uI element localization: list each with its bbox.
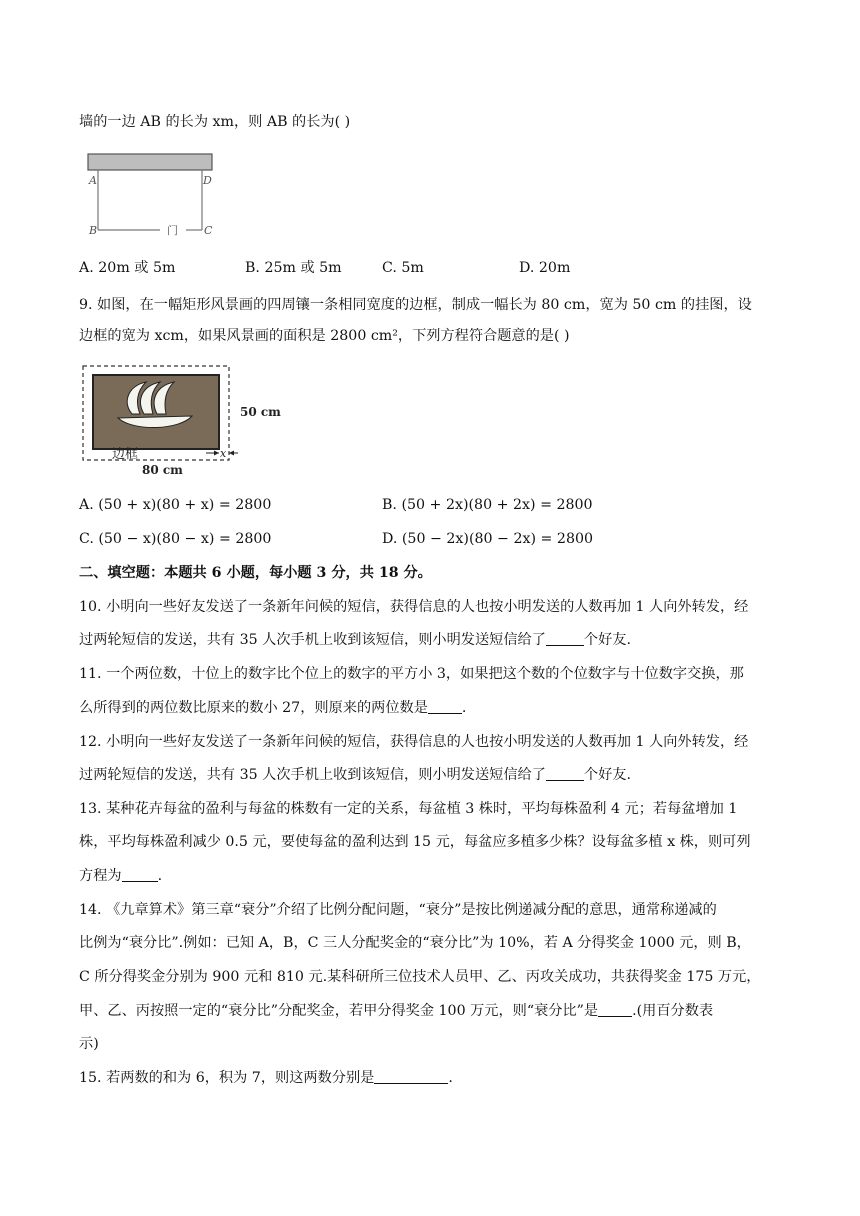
q11-text: 么所得到的两位数比原来的数小 27，则原来的两位数是 bbox=[79, 700, 428, 716]
q8-option-a: A. 20m 或 5m bbox=[79, 260, 176, 276]
q9-label-width: 80 cm bbox=[142, 463, 183, 477]
q8-stem-line: 墙的一边 AB 的长为 xm，则 AB 的长为( ) bbox=[79, 114, 351, 130]
q14-line-1: 14. 《九章算术》第三章“衰分”介绍了比例分配问题，“衰分”是按比例递减分配的意思，通常称递减的 bbox=[79, 902, 717, 918]
q10-answer-blank[interactable] bbox=[546, 631, 584, 646]
q12-text: 过两轮短信的发送，共有 35 人次手机上收到该短信，则小明发送短信给了 bbox=[79, 767, 546, 783]
q9-label-x: x bbox=[220, 447, 227, 460]
q9-option-a: A. (50 + x)(80 + x) = 2800 bbox=[79, 497, 272, 513]
q13-text-end: . bbox=[157, 868, 163, 884]
q14-answer-blank[interactable] bbox=[598, 1002, 632, 1017]
q13-text: 方程为 bbox=[79, 868, 122, 884]
q9-frame-figure bbox=[80, 362, 290, 477]
q9-option-c: C. (50 − x)(80 − x) = 2800 bbox=[79, 531, 272, 547]
q11-line-2 bbox=[79, 698, 466, 718]
q15-answer-blank[interactable] bbox=[374, 1069, 448, 1084]
q8-wall-figure bbox=[84, 150, 224, 240]
q9-label-height: 50 cm bbox=[240, 405, 281, 419]
q10-line-2 bbox=[79, 630, 631, 650]
q8-option-d: D. 20m bbox=[519, 260, 571, 276]
q15-line-1 bbox=[79, 1068, 453, 1088]
q14-text: 甲、乙、丙按照一定的“衰分比”分配奖金，若甲分得奖金 100 万元，则“衰分比”是 bbox=[79, 1003, 599, 1019]
q8-label-a: A bbox=[89, 174, 97, 187]
q8-option-b: B. 25m 或 5m bbox=[245, 260, 342, 276]
q14-line-4 bbox=[79, 1001, 713, 1021]
q8-label-d: D bbox=[203, 174, 212, 187]
q14-line-2: 比例为“衰分比”.例如：已知 A，B，C 三人分配奖金的“衰分比”为 10%，若 A 分得奖金 1000 元，则 B， bbox=[79, 935, 751, 951]
q14-line-3: C 所分得奖金分别为 900 元和 810 元.某科研所三位技术人员甲、乙、丙攻关成功，共获得奖金 175 万元， bbox=[79, 969, 761, 985]
q9-label-frame: 边框 bbox=[112, 447, 139, 462]
q9-stem-line-2: 边框的宽为 xcm，如果风景画的面积是 2800 cm²，下列方程符合题意的是( ) bbox=[79, 328, 570, 344]
q8-label-c: C bbox=[204, 224, 213, 237]
q13-line-2: 株，平均每株盈利减少 0.5 元，要使每盆的盈利达到 15 元，每盆应多植多少株？设每盆多植 x 株，则可列 bbox=[79, 834, 751, 850]
q15-text-end: . bbox=[448, 1070, 453, 1086]
q8-label-door: 门 bbox=[167, 224, 178, 237]
q9-stem-line-1: 9. 如图，在一幅矩形风景画的四周镶一条相同宽度的边框，制成一幅长为 80 cm，宽为 50 cm 的挂图，设 bbox=[79, 297, 752, 313]
q12-line-1: 12. 小明向一些好友发送了一条新年问候的短信，获得信息的人也按小明发送的人数再加 1 人向外转发，经 bbox=[79, 734, 749, 750]
q11-line-1: 11. 一个两位数，十位上的数字比个位上的数字的平方小 3，如果把这个数的个位数字与十位数字交换，那 bbox=[79, 666, 744, 682]
q12-line-2 bbox=[79, 765, 631, 785]
q10-line-1: 10. 小明向一些好友发送了一条新年问候的短信，获得信息的人也按小明发送的人数再加 1 人向外转发，经 bbox=[79, 599, 749, 615]
section-2-heading: 二、填空题：本题共 6 小题，每小题 3 分，共 18 分。 bbox=[79, 565, 432, 581]
q13-answer-blank[interactable] bbox=[122, 867, 158, 882]
q14-text-end: .(用百分数表 bbox=[632, 1003, 714, 1019]
q9-option-b: B. (50 + 2x)(80 + 2x) = 2800 bbox=[382, 497, 593, 513]
q13-line-3 bbox=[79, 866, 162, 886]
q11-answer-blank[interactable] bbox=[428, 699, 462, 714]
q14-line-5: 示) bbox=[79, 1036, 99, 1052]
q8-option-c: C. 5m bbox=[382, 260, 424, 276]
q13-line-1: 13. 某种花卉每盆的盈利与每盆的株数有一定的关系，每盆植 3 株时，平均每株盈利 4 元；若每盆增加 1 bbox=[79, 801, 738, 817]
q8-label-b: B bbox=[89, 224, 98, 237]
q12-text-end: 个好友. bbox=[583, 767, 631, 783]
q15-text: 15. 若两数的和为 6，积为 7，则这两数分别是 bbox=[79, 1070, 375, 1086]
q12-answer-blank[interactable] bbox=[546, 766, 584, 781]
q10-text: 过两轮短信的发送，共有 35 人次手机上收到该短信，则小明发送短信给了 bbox=[79, 632, 546, 648]
q9-option-d: D. (50 − 2x)(80 − 2x) = 2800 bbox=[382, 531, 594, 547]
q10-text-end: 个好友. bbox=[583, 632, 631, 648]
q11-text-end: . bbox=[461, 700, 467, 716]
